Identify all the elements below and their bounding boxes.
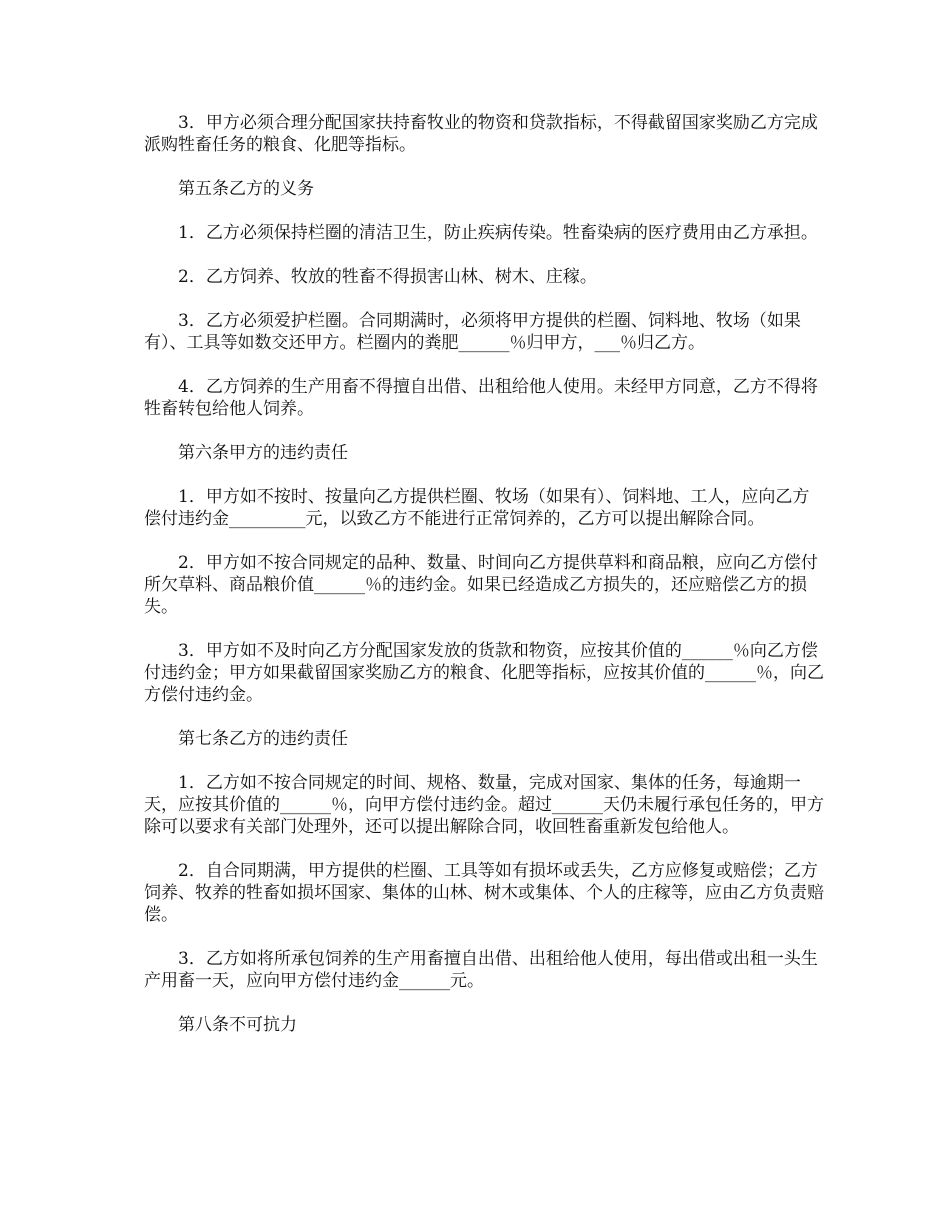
document-body: [144, 112, 824, 1058]
clause-paragraph: 3．乙方必须爱护栏圈。合同期满时，必须将甲方提供的栏圈、饲料地、牧场（如果有）、工具等如数交还甲方。栏圈内的粪肥______％归甲方，___％归乙方。: [144, 311, 801, 353]
article-heading: 第七条乙方的违约责任: [178, 729, 348, 749]
clause-paragraph: 2．乙方饲养、牧放的牲畜不得损害山林、树木、庄稼。: [178, 267, 597, 287]
clause-paragraph: 3．甲方如不及时向乙方分配国家发放的货款和物资，应按其价值的______％向乙方偿付违约金；甲方如果截留国家奖励乙方的粮食、化肥等指标，应按其价值的______％，向乙方偿付违约金。: [144, 641, 824, 705]
clause-paragraph: 4．乙方饲养的生产用畜不得擅自出借、出租给他人使用。未经甲方同意，乙方不得将牲畜转包给他人饲养。: [144, 377, 818, 419]
clause-paragraph: 1．甲方如不按时、按量向乙方提供栏圈、牧场（如果有）、饲料地、工人，应向乙方偿付违约金_________元，以致乙方不能进行正常饲养的，乙方可以提出解除合同。: [144, 487, 810, 529]
clause-paragraph: 3．甲方必须合理分配国家扶持畜牧业的物资和贷款指标，不得截留国家奖励乙方完成派购牲畜任务的粮食、化肥等指标。: [144, 113, 818, 155]
article-heading: 第六条甲方的违约责任: [178, 443, 348, 463]
article-heading: 第八条不可抗力: [178, 1015, 297, 1035]
clause-paragraph: 1．乙方如不按合同规定的时间、规格、数量，完成对国家、集体的任务，每逾期一天，应按其价值的______％，向甲方偿付违约金。超过______天仍未履行承包任务的，甲方除可以要求有关部门处理外，还可以提出解除合同，收回牲畜重新发包给他人。: [144, 773, 824, 837]
article-heading: 第五条乙方的义务: [178, 179, 314, 199]
clause-paragraph: 3．乙方如将所承包饲养的生产用畜擅自出借、出租给他人使用，每出借或出租一头生产用畜一天，应向甲方偿付违约金______元。: [144, 949, 818, 991]
clause-paragraph: 2．甲方如不按合同规定的品种、数量、时间向乙方提供草料和商品粮，应向乙方偿付所欠草料、商品粮价值______％的违约金。如果已经造成乙方损失的，还应赔偿乙方的损失。: [144, 553, 818, 617]
clause-paragraph: 1．乙方必须保持栏圈的清洁卫生，防止疾病传染。牲畜染病的医疗费用由乙方承担。: [178, 223, 818, 243]
clause-paragraph: 2．自合同期满，甲方提供的栏圈、工具等如有损坏或丢失，乙方应修复或赔偿；乙方饲养、牧养的牲畜如损坏国家、集体的山林、树木或集体、个人的庄稼等，应由乙方负责赔偿。: [144, 861, 824, 925]
